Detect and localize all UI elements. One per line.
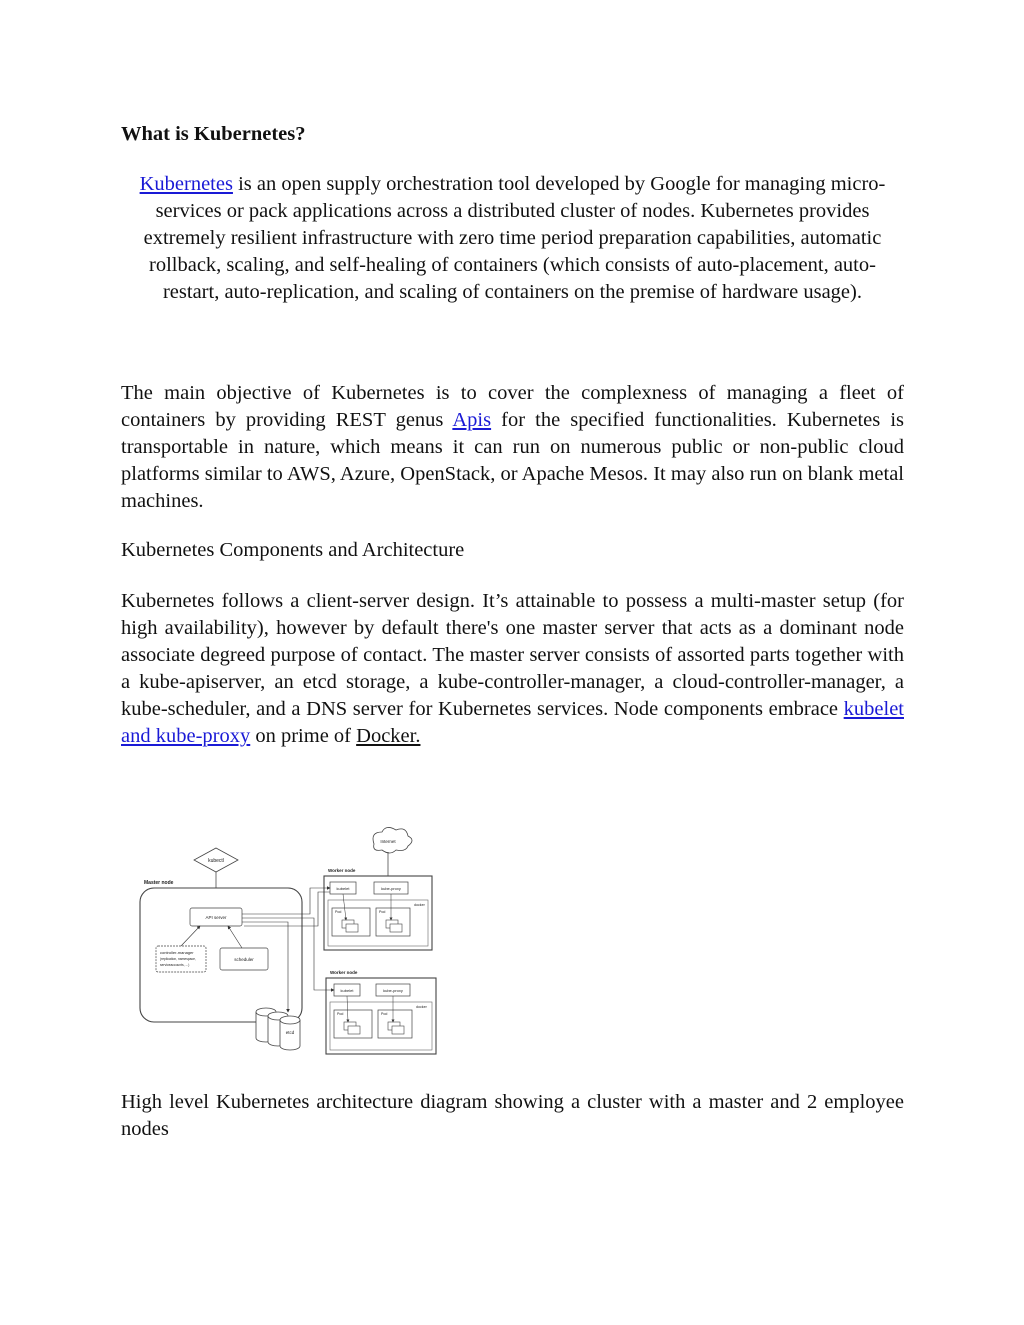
worker-node-1-kubelet: kubelet xyxy=(336,886,350,891)
scheduler-box xyxy=(220,948,268,970)
controller-manager-box xyxy=(156,946,206,972)
kubernetes-architecture-diagram xyxy=(130,826,450,1058)
worker-node-1-label: Worker node xyxy=(328,868,356,873)
apis-link[interactable]: Apis xyxy=(452,409,492,431)
docker-link[interactable]: Docker. xyxy=(356,725,421,747)
diagram-caption: High level Kubernetes architecture diagram showing a cluster with a master and 2 employee nodes xyxy=(121,1091,904,1140)
worker-node-2-kube-proxy: kube-proxy xyxy=(383,988,403,993)
controller-manager-detail-1: (replication, namespace, xyxy=(160,957,196,961)
worker-node-2-pod-1: Pod xyxy=(337,1012,344,1016)
api-server-label: API server xyxy=(205,915,227,920)
objective-text-after: for the specified functionalities. Kubernetes is transportable in nature, which means it can run on numerous public or non-public cloud platforms similar to AWS, Azure, OpenStack, or Apache Mesos. It may also run on blank metal machines. xyxy=(121,409,904,512)
master-node-label: Master node xyxy=(144,880,174,886)
worker-node-1-pod-2: Pod xyxy=(379,910,386,914)
kubectl-node xyxy=(194,848,238,872)
intro-paragraph xyxy=(121,171,904,306)
worker-node-2-docker: docker xyxy=(416,1005,427,1009)
worker-node-2-pod-2: Pod xyxy=(381,1012,388,1016)
objective-text-before: The main objective of Kubernetes is to cover the complexness of managing a fleet of containers by providing REST genus xyxy=(121,382,904,431)
worker-node-2-kubelet: kubelet xyxy=(340,988,354,993)
master-node xyxy=(140,880,302,1022)
worker-node-1-docker: docker xyxy=(414,903,425,907)
internet-label: Internet xyxy=(380,839,396,844)
controller-manager-detail-2: serviceaccounts, ...) xyxy=(160,963,190,967)
kubectl-label: kubectl xyxy=(208,858,224,864)
page-title: What is Kubernetes? xyxy=(121,123,306,145)
worker-node-1-kube-proxy: kube-proxy xyxy=(381,886,401,891)
scheduler-label: scheduler xyxy=(234,957,254,962)
kubelet-kube-proxy-link[interactable]: kubelet and kube-proxy xyxy=(121,698,904,747)
etcd-label: etcd xyxy=(285,1030,295,1035)
components-heading: Kubernetes Components and Architecture xyxy=(121,539,465,561)
worker-node-1-pod-1: Pod xyxy=(335,910,342,914)
worker-node-1 xyxy=(324,868,432,950)
worker-node-2-label: Worker node xyxy=(330,970,358,975)
internet-cloud xyxy=(373,827,412,853)
design-paragraph xyxy=(121,588,904,750)
kubernetes-link[interactable]: Kubernetes xyxy=(139,173,233,195)
objective-paragraph xyxy=(121,380,904,515)
controller-manager-label: controller-manager xyxy=(160,950,194,955)
intro-text: is an open supply orchestration tool developed by Google for managing micro-services or pack applications across a distributed cluster of nodes. Kubernetes provides extremely resilient infrastructure with zero time period preparation capabilities, automatic rollback, scaling, and self-healing of containers (which consists of auto-placement, auto-restart, auto-replication, and scaling of containers on the premise of hardware usage). xyxy=(143,173,886,303)
design-text-before: Kubernetes follows a client-server design. It’s attainable to possess a multi-master setup (for high availability), however by default there's one master server that acts as a dominant node associate degreed purpose of contact. The master server consists of assorted parts together with a kube-apiserver, an etcd storage, a kube-controller-manager, a cloud-controller-manager, a kube-scheduler, and a DNS server for Kubernetes services. Node components embrace xyxy=(121,590,904,720)
worker-node-2 xyxy=(326,970,436,1054)
design-text-middle: on prime of xyxy=(250,725,357,747)
api-server-box xyxy=(190,908,242,926)
